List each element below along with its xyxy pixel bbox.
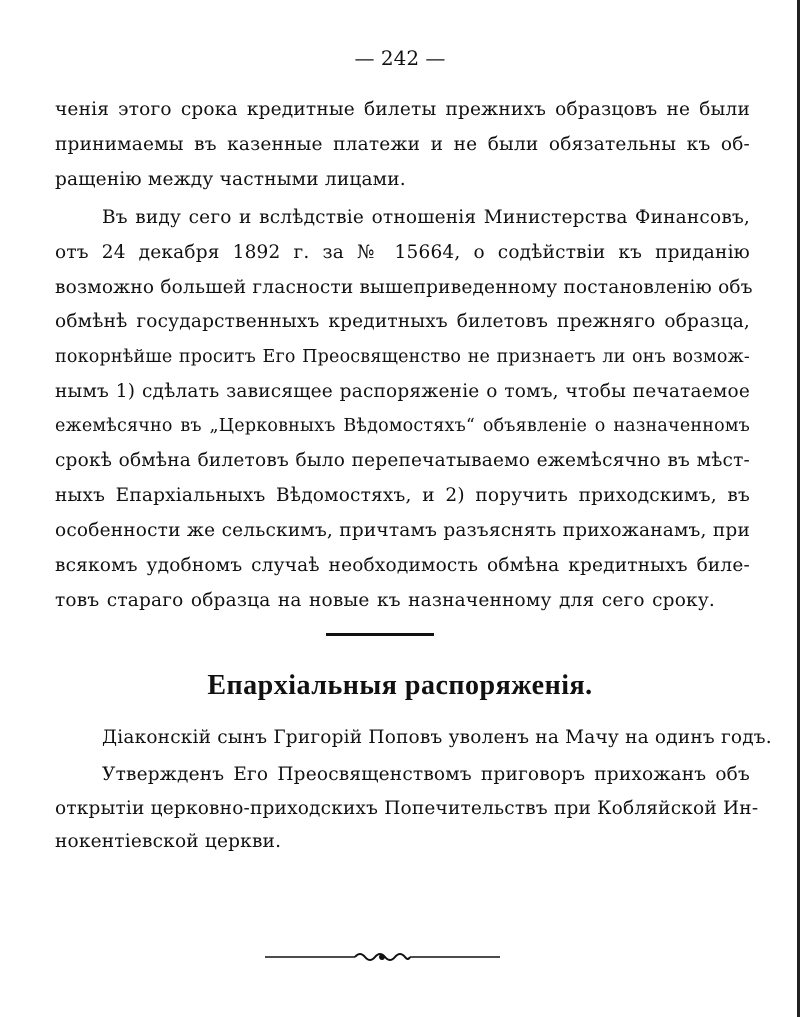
text-line: возможно большей гласности вышеприведенному постановленію объ (55, 277, 753, 298)
section-divider (326, 633, 434, 636)
text-line: принимаемы въ казенные платежи и не были обязательны къ об- (55, 134, 750, 155)
text-line: особенности же сельскимъ, причтамъ разъяснять прихожанамъ, при (55, 520, 750, 541)
page-number: — 242 — (354, 46, 446, 70)
text-line: ченія этого срока кредитные билеты прежнихъ образцовъ не были (55, 99, 750, 120)
text-line: товъ стараго образца на новые къ назначенному для сего сроку. (55, 590, 715, 611)
text-line: Утвержденъ Его Преосвященствомъ приговоръ прихожанъ объ (102, 764, 750, 785)
ornament-divider (265, 950, 500, 964)
section-heading: Епархіальныя распоряженія. (207, 670, 593, 701)
text-line: отъ 24 декабря 1892 г. за № 15664, о содѣйствіи къ приданію (55, 242, 750, 263)
text-line: нокентіевской церкви. (55, 831, 282, 852)
text-line: нымъ 1) сдѣлать зависящее распоряженіе о томъ, чтобы печатаемое (55, 381, 750, 402)
text-line: всякомъ удобномъ случаѣ необходимость обмѣна кредитныхъ биле- (55, 555, 750, 576)
text-line: Въ виду сего и вслѣдствіе отношенія Министерства Финансовъ, (102, 207, 750, 228)
text-line: срокѣ обмѣна билетовъ было перепечатываемо ежемѣсячно въ мѣст- (55, 450, 750, 471)
text-line: открытіи церковно-приходскихъ Попечительствъ при Кобляйской Ин- (55, 798, 759, 819)
text-line: обмѣнѣ государственныхъ кредитныхъ билетовъ прежняго образца, (55, 311, 750, 332)
text-line: Діаконскій сынъ Григорій Поповъ уволенъ на Мачу на одинъ годъ. (102, 727, 772, 748)
text-line: ращенію между частными лицами. (55, 169, 406, 190)
text-line: ежемѣсячно въ „Церковныхъ Вѣдомостяхъ“ объявленіе о назначенномъ (55, 416, 750, 436)
text-line: покорнѣйше проситъ Его Преосвященство не признаетъ ли онъ возмож- (55, 347, 750, 367)
text-line: ныхъ Епархіальныхъ Вѣдомостяхъ, и 2) поручить приходскимъ, въ (55, 485, 750, 506)
